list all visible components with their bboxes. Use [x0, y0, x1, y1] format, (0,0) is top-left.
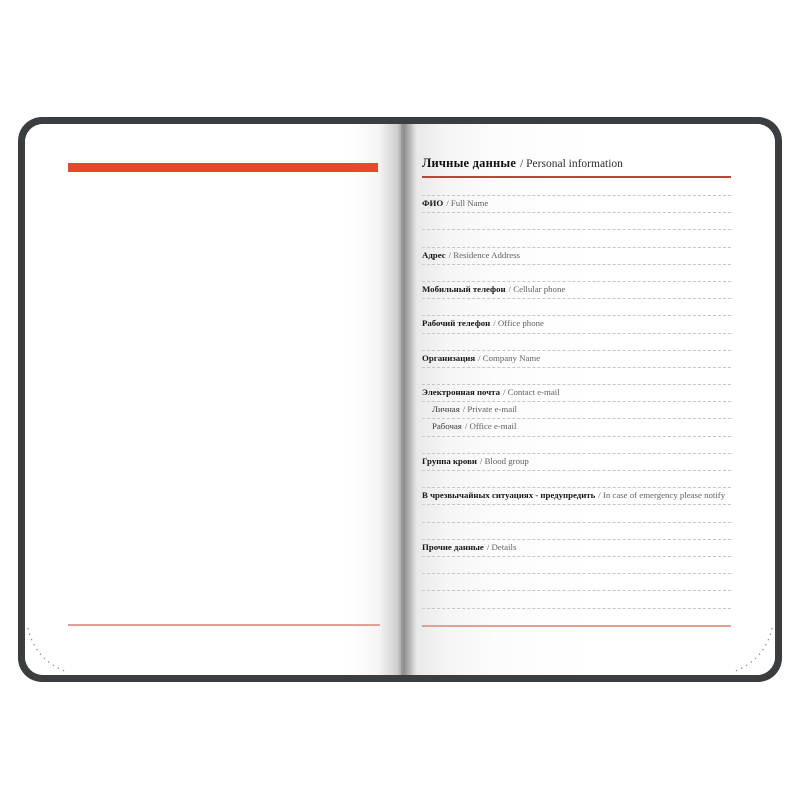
right-page: [418, 124, 775, 675]
field-label-en: / Private e-mail: [462, 404, 517, 415]
ruled-row: [422, 573, 731, 590]
personal-info-form: [422, 154, 731, 627]
field-label-en: / Full Name: [446, 198, 489, 208]
ruled-row: [422, 556, 731, 573]
field-label-ru: Группа крови: [422, 455, 477, 466]
ruled-row: [422, 333, 731, 350]
field-label-en: / Blood group: [479, 455, 529, 466]
field-label-en: / Residence Address: [448, 249, 520, 260]
ruled-row: [422, 504, 731, 521]
field-label-en: / In case of emergency please notify: [598, 490, 726, 501]
field-label-ru: Адрес: [422, 249, 446, 260]
field-label-en: / Contact e-mail: [503, 387, 560, 398]
field-label-en: / Cellular phone: [508, 283, 566, 294]
field-label-ru: Мобильный телефон: [422, 283, 506, 294]
field-row-office-phone: [422, 315, 731, 332]
field-label-ru: Электронная почта: [422, 387, 500, 398]
ruled-row: [422, 470, 731, 487]
left-page-footer-rule: [68, 624, 380, 626]
field-row-full-name: [422, 195, 731, 212]
field-label-ru: Прочие данные: [422, 541, 484, 552]
field-label-ru: Рабочая: [432, 421, 462, 432]
field-row-office-email: [422, 418, 731, 435]
field-label-ru: Личная: [432, 404, 460, 415]
spine-gutter: [401, 124, 418, 675]
field-row-details: [422, 539, 731, 556]
field-label-ru: ФИО: [422, 198, 444, 208]
field-label-en: / Office phone: [493, 318, 544, 329]
field-row-emergency: [422, 487, 731, 504]
ruled-row: [422, 212, 731, 229]
page-title: [422, 154, 731, 178]
ruled-row: [422, 590, 731, 607]
field-row-blood-group: [422, 453, 731, 470]
page-title-ru: Личные данные: [422, 156, 517, 170]
notebook-cover: [18, 117, 782, 682]
ruled-row: [422, 608, 731, 625]
red-accent-bar: [68, 163, 378, 172]
page-spread: [25, 124, 775, 675]
field-label-en: / Office e-mail: [464, 421, 517, 432]
field-label-ru: В чрезвычайных ситуациях - предупредить: [422, 490, 596, 501]
ruled-row: [422, 298, 731, 315]
field-label-en: / Company Name: [478, 352, 541, 363]
ruled-row: [422, 229, 731, 246]
field-row-mobile-phone: [422, 281, 731, 298]
field-row-address: [422, 247, 731, 264]
field-label-ru: Рабочий телефон: [422, 318, 491, 329]
left-page: [25, 124, 401, 675]
field-label-en: / Details: [486, 541, 517, 552]
right-page-footer-rule: [422, 625, 731, 627]
page-title-en: / Personal information: [520, 158, 623, 170]
field-label-ru: Организация: [422, 352, 476, 363]
ruled-row: [422, 436, 731, 453]
ruled-row: [422, 522, 731, 539]
field-row-email: [422, 384, 731, 401]
field-row-private-email: [422, 401, 731, 418]
form-rows: [422, 195, 731, 625]
ruled-row: [422, 367, 731, 384]
field-row-organization: [422, 350, 731, 367]
ruled-row: [422, 264, 731, 281]
